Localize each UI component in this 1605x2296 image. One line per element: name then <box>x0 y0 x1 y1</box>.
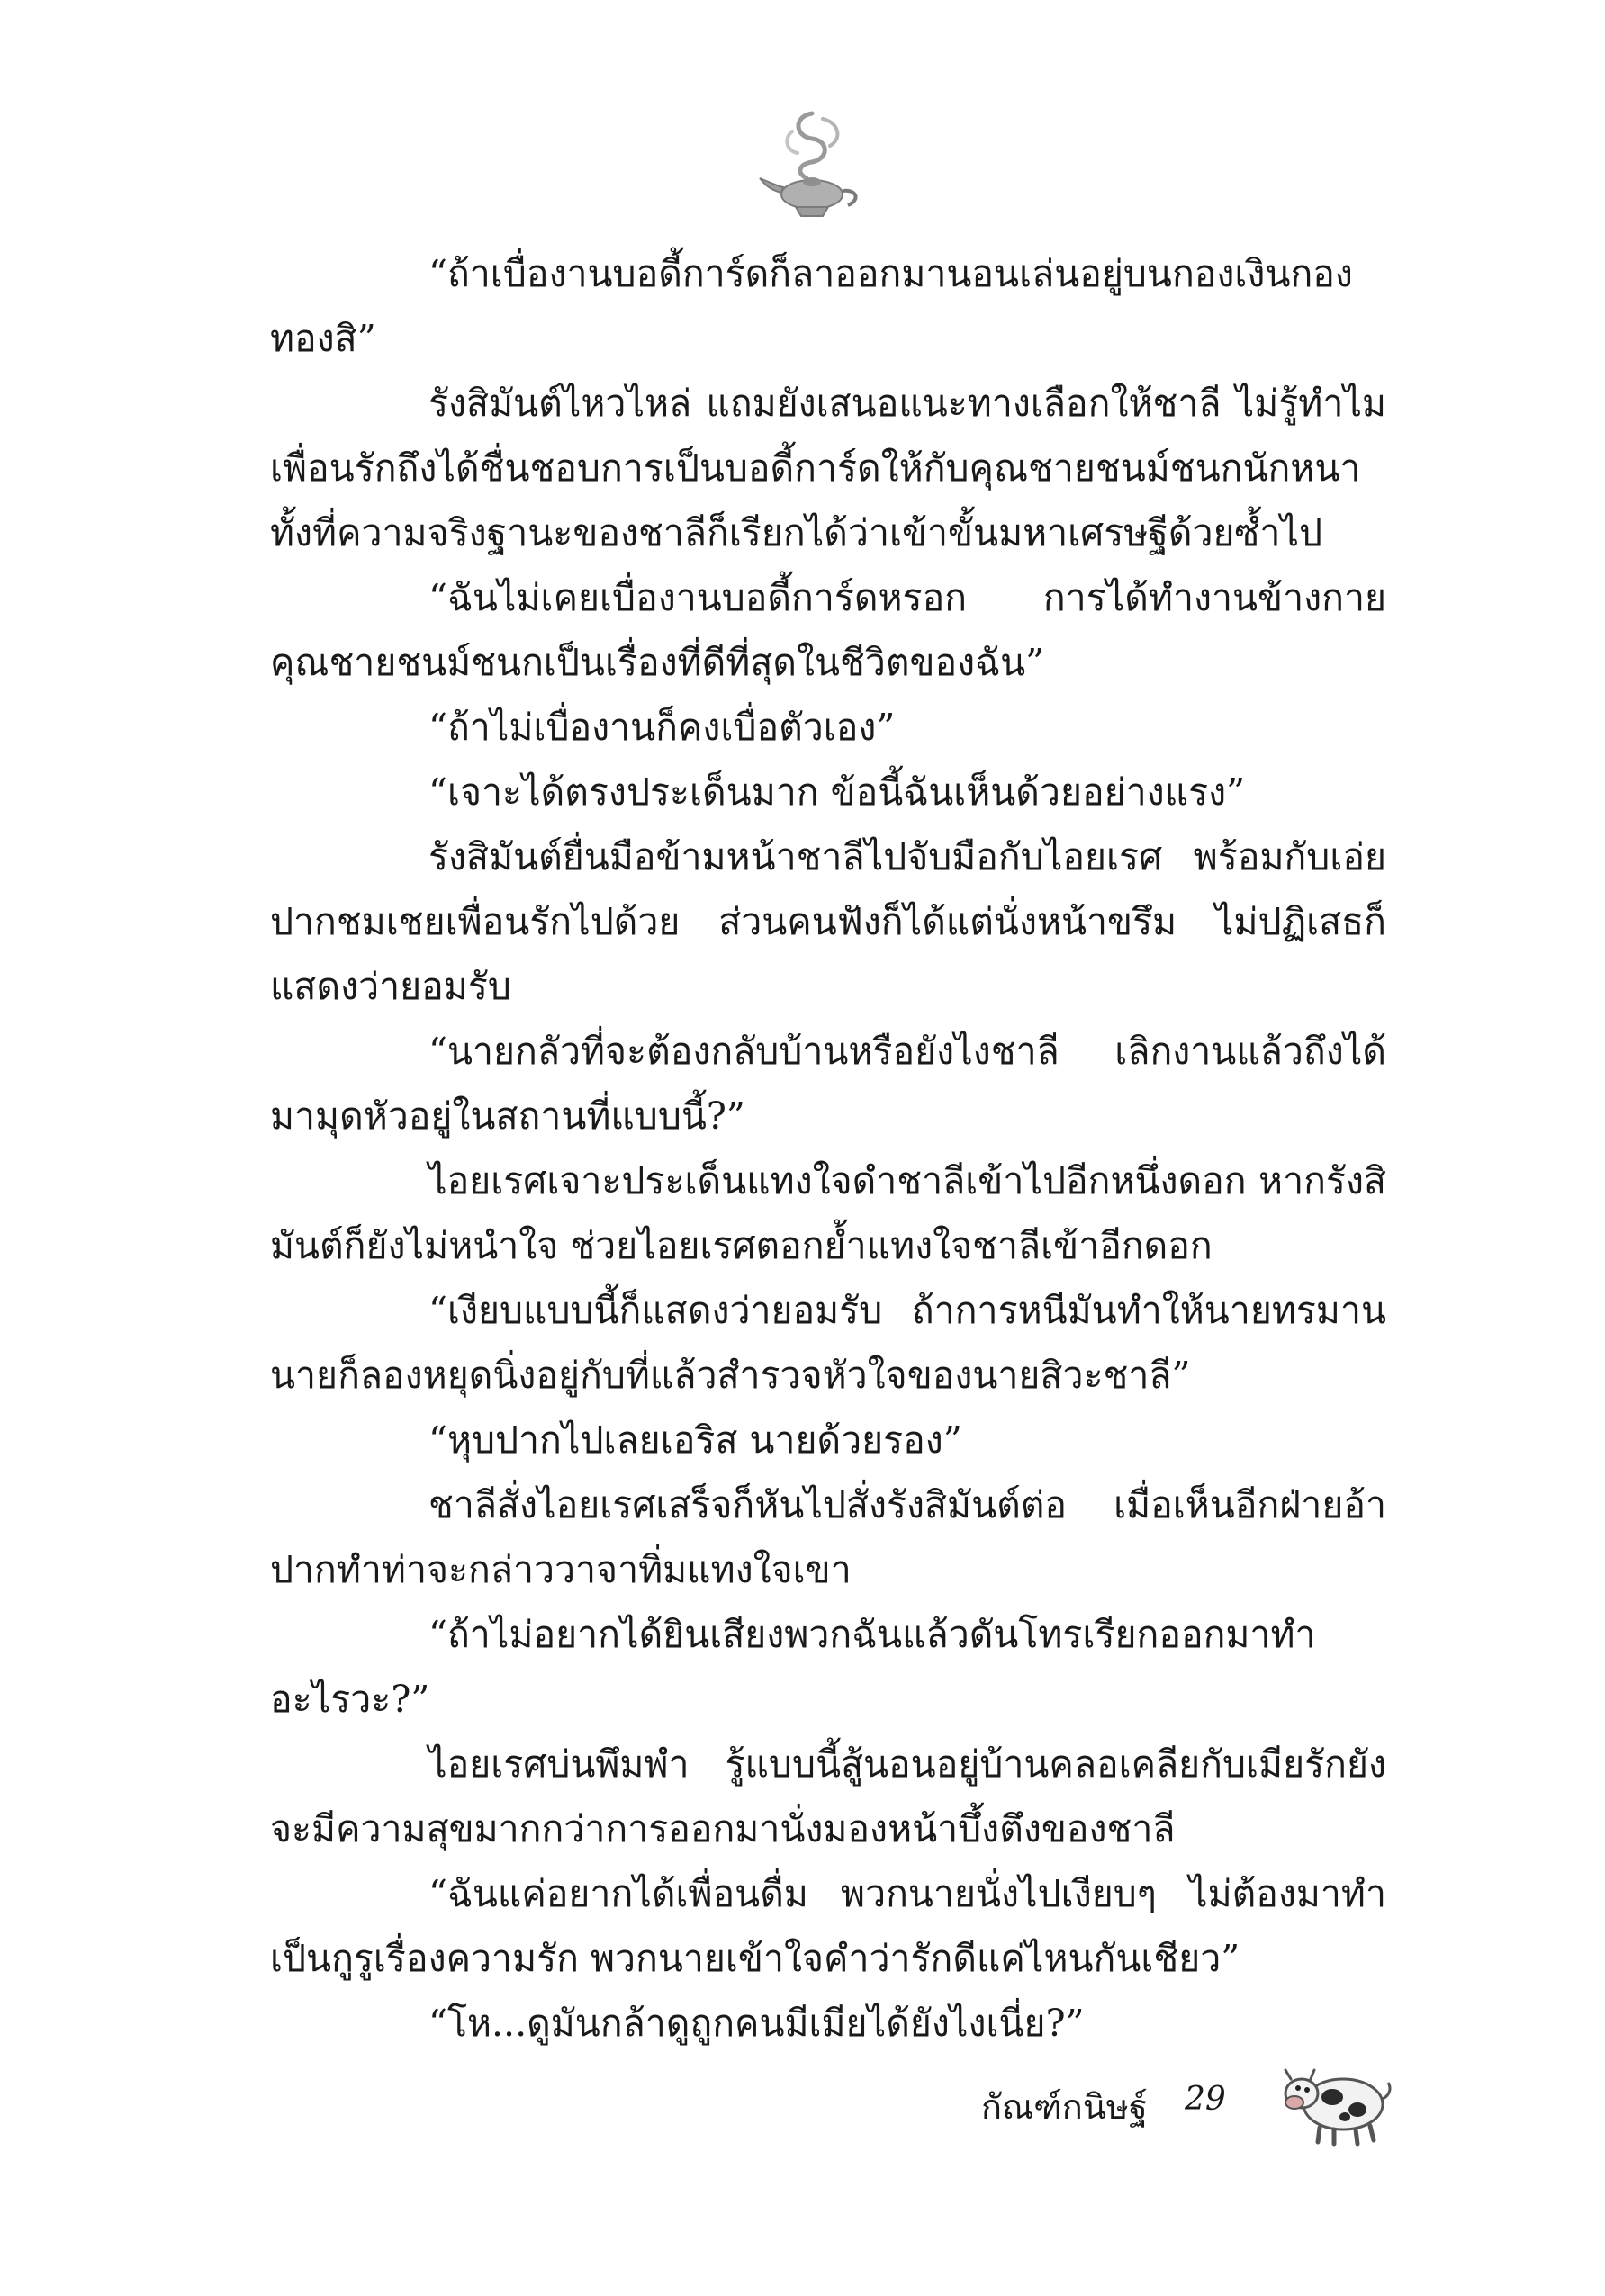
author-name: กัณฑ์กนิษฐ์ <box>981 2087 1148 2127</box>
paragraph: ไอยเรศบ่นพึมพำ รู้แบบนี้สู้นอนอยู่บ้านคลอเคลียกับเมียรักยังจะมีความสุขมากกว่าการออกมานั่งมองหน้าบึ้งตึงของชาลี <box>270 1742 1386 1850</box>
paragraph: รังสิมันต์ยื่นมือข้ามหน้าชาลีไปจับมือกับไอยเรศ พร้อมกับเอ่ยปากชมเชยเพื่อนรักไปด้วย ส่วนคนฟังก็ได้แต่นั่งหน้าขรึม ไม่ปฏิเสธก็แสดงว่ายอมรับ <box>270 835 1386 1008</box>
paragraph: “ฉันแค่อยากได้เพื่อนดื่ม พวกนายนั่งไปเงียบๆ ไม่ต้องมาทำเป็นกูรูเรื่องความรัก พวกนายเข้าใจคำว่ารักดีแค่ไหนกันเชียว” <box>270 1872 1386 1980</box>
paragraph: “ฉันไม่เคยเบื่องานบอดี้การ์ดหรอก การได้ทำงานข้างกายคุณชายชนม์ชนกเป็นเรื่องที่ดีที่สุดในชีวิตของฉัน” <box>270 576 1386 684</box>
page-footer <box>981 2052 1395 2151</box>
paragraph: “หุบปากไปเลยเอริส นายด้วยรอง” <box>428 1418 962 1462</box>
paragraph: “นายกลัวที่จะต้องกลับบ้านหรือยังไงชาลี เลิกงานแล้วถึงได้มามุดหัวอยู่ในสถานที่แบบนี้?” <box>270 1030 1386 1138</box>
paragraph: รังสิมันต์ไหวไหล่ แถมยังเสนอแนะทางเลือกให้ชาลี ไม่รู้ทำไมเพื่อนรักถึงได้ชื่นชอบการเป็นบอดี้การ์ดให้กับคุณชายชนม์ชนกนักหนา ทั้งที่ความจริงฐานะของชาลีก็เรียกได้ว่าเข้าขั้นมหาเศรษฐีด้วยซ้ำไป <box>270 382 1386 554</box>
paragraph: “เงียบแบบนี้ก็แสดงว่ายอมรับ ถ้าการหนีมันทำให้นายทรมานนายก็ลองหยุดนิ่งอยู่กับที่แล้วสำรวจหัวใจของนายสิวะชาลี” <box>270 1289 1386 1397</box>
body-text <box>270 241 1386 2056</box>
paragraph: “ถ้าเบื่องานบอดี้การ์ดก็ลาออกมานอนเล่นอยู่บนกองเงินกองทองสิ” <box>270 252 1353 360</box>
genie-lamp-icon <box>756 106 864 223</box>
page-number: 29 <box>1185 2081 1226 2118</box>
paragraph: “เจาะได้ตรงประเด็นมาก ข้อนี้ฉันเห็นด้วยอย่างแรง” <box>428 770 1246 814</box>
paragraph: ชาลีสั่งไอยเรศเสร็จก็หันไปสั่งรังสิมันต์ต่อ เมื่อเห็นอีกฝ่ายอ้าปากทำท่าจะกล่าววาจาทิ่มแทงใจเขา <box>270 1483 1386 1591</box>
cow-icon <box>1278 2052 1395 2151</box>
paragraph: “ถ้าไม่เบื่องานก็คงเบื่อตัวเอง” <box>428 706 896 749</box>
paragraph: ไอยเรศเจาะประเด็นแทงใจดำชาลีเข้าไปอีกหนึ่งดอก หากรังสิมันต์ก็ยังไม่หนำใจ ช่วยไอยเรศตอกย้ำแทงใจชาลีเข้าอีกดอก <box>270 1159 1386 1267</box>
paragraph: “ถ้าไม่อยากได้ยินเสียงพวกฉันแล้วดันโทรเรียกออกมาทำอะไรวะ?” <box>270 1613 1316 1721</box>
paragraph: “โห...ดูมันกล้าดูถูกคนมีเมียได้ยังไงเนี่ย?” <box>428 2002 1085 2045</box>
